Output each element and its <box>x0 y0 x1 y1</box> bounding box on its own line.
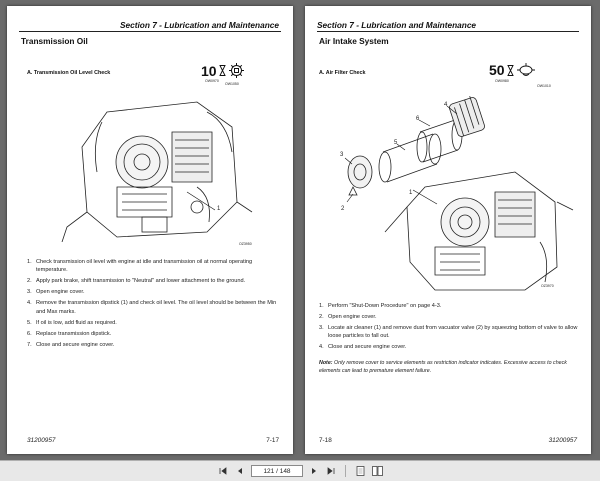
footer-doc-number: 31200957 <box>27 437 56 444</box>
note-label: Note: <box>319 360 333 366</box>
single-page-icon <box>356 466 365 476</box>
next-page-button[interactable] <box>308 465 320 477</box>
last-page-icon <box>327 467 335 475</box>
service-interval <box>201 62 245 79</box>
step-item: 2. Apply park brake, shift transmission to "Neutral" and lower attachment to the ground. <box>27 278 246 285</box>
air-filter-illustration <box>325 92 575 292</box>
icon-code: OW1050 <box>225 82 239 86</box>
figure-code: OZ3970 <box>541 284 554 288</box>
page-right <box>305 6 591 454</box>
next-page-icon <box>310 467 318 475</box>
note-text: Only remove cover to service elements as restriction indicator indicates. Excessive access to check elements can lead to premature element failure. <box>319 360 567 374</box>
air-filter-icon <box>516 62 536 78</box>
icon-code: OW0980 <box>495 79 509 83</box>
service-hours: 50 <box>489 62 505 78</box>
previous-page-button[interactable] <box>234 465 246 477</box>
step-item: 2. Open engine cover. <box>319 314 377 321</box>
step-item: 3. Open engine cover. <box>27 289 85 296</box>
header-rule <box>19 31 281 32</box>
page-header: Section 7 - Lubrication and Maintenance <box>119 20 279 30</box>
step-item: 1. Check transmission oil level with engine at idle and transmission oil at normal operating temperature. <box>27 259 253 274</box>
callout-label: 1 <box>217 206 221 212</box>
hourglass-icon <box>219 65 226 76</box>
step-item: 4. Remove the transmission dipstick (1) and check oil level. The oil level should be between the Min and Max marks. <box>27 300 277 315</box>
first-page-button[interactable] <box>217 465 229 477</box>
toolbar-separator <box>345 465 346 477</box>
callout-label: 2 <box>341 206 345 212</box>
procedure-steps <box>27 258 277 352</box>
first-page-icon <box>219 467 227 475</box>
service-hours: 10 <box>201 62 217 79</box>
page-left <box>7 6 293 454</box>
footer-page-number: 7-18 <box>319 437 332 444</box>
hourglass-icon <box>507 65 514 76</box>
callout-label: 4 <box>444 102 448 108</box>
header-rule <box>317 31 579 32</box>
step-item: 3. Locate air cleaner (1) and remove dust from vacuator valve (2) by squeezing bottom of valve to allow loose particles to fall out. <box>319 325 578 340</box>
procedure-steps <box>319 302 581 355</box>
two-page-icon <box>372 466 383 476</box>
step-item: 5. If oil is low, add fluid as required. <box>27 319 117 326</box>
engine-gear-icon <box>228 62 245 79</box>
page-number-input[interactable]: 121 / 148 <box>251 465 303 477</box>
note <box>319 360 581 375</box>
subsection-title: A. Air Filter Check <box>319 70 366 76</box>
engine-illustration <box>47 92 257 242</box>
page-header: Section 7 - Lubrication and Maintenance <box>317 20 477 30</box>
step-item: 4. Close and secure engine cover. <box>319 344 407 351</box>
step-item: 7. Close and secure engine cover. <box>27 341 115 348</box>
callout-label: 1 <box>409 190 413 196</box>
footer-page-number: 7-17 <box>266 437 279 444</box>
single-page-view-button[interactable] <box>354 465 366 477</box>
section-title: Transmission Oil <box>21 36 88 46</box>
service-interval <box>489 62 536 78</box>
callout-label: 6 <box>416 116 420 122</box>
callout-label: 3 <box>340 152 344 158</box>
footer-doc-number: 31200957 <box>548 437 577 444</box>
last-page-button[interactable] <box>325 465 337 477</box>
icon-code: OW0970 <box>205 79 219 83</box>
step-item: 1. Perform "Shut-Down Procedure" on page 4-3. <box>319 303 442 309</box>
navigation-toolbar <box>0 460 600 481</box>
section-title: Air Intake System <box>319 36 389 46</box>
two-page-view-button[interactable] <box>371 465 383 477</box>
subsection-title: A. Transmission Oil Level Check <box>27 70 111 76</box>
step-item: 6. Replace transmission dipstick. <box>27 330 112 337</box>
callout-label: 5 <box>394 140 398 146</box>
icon-code: OW1010 <box>537 84 551 88</box>
previous-page-icon <box>236 467 244 475</box>
figure-code: OZ3950 <box>239 242 252 246</box>
